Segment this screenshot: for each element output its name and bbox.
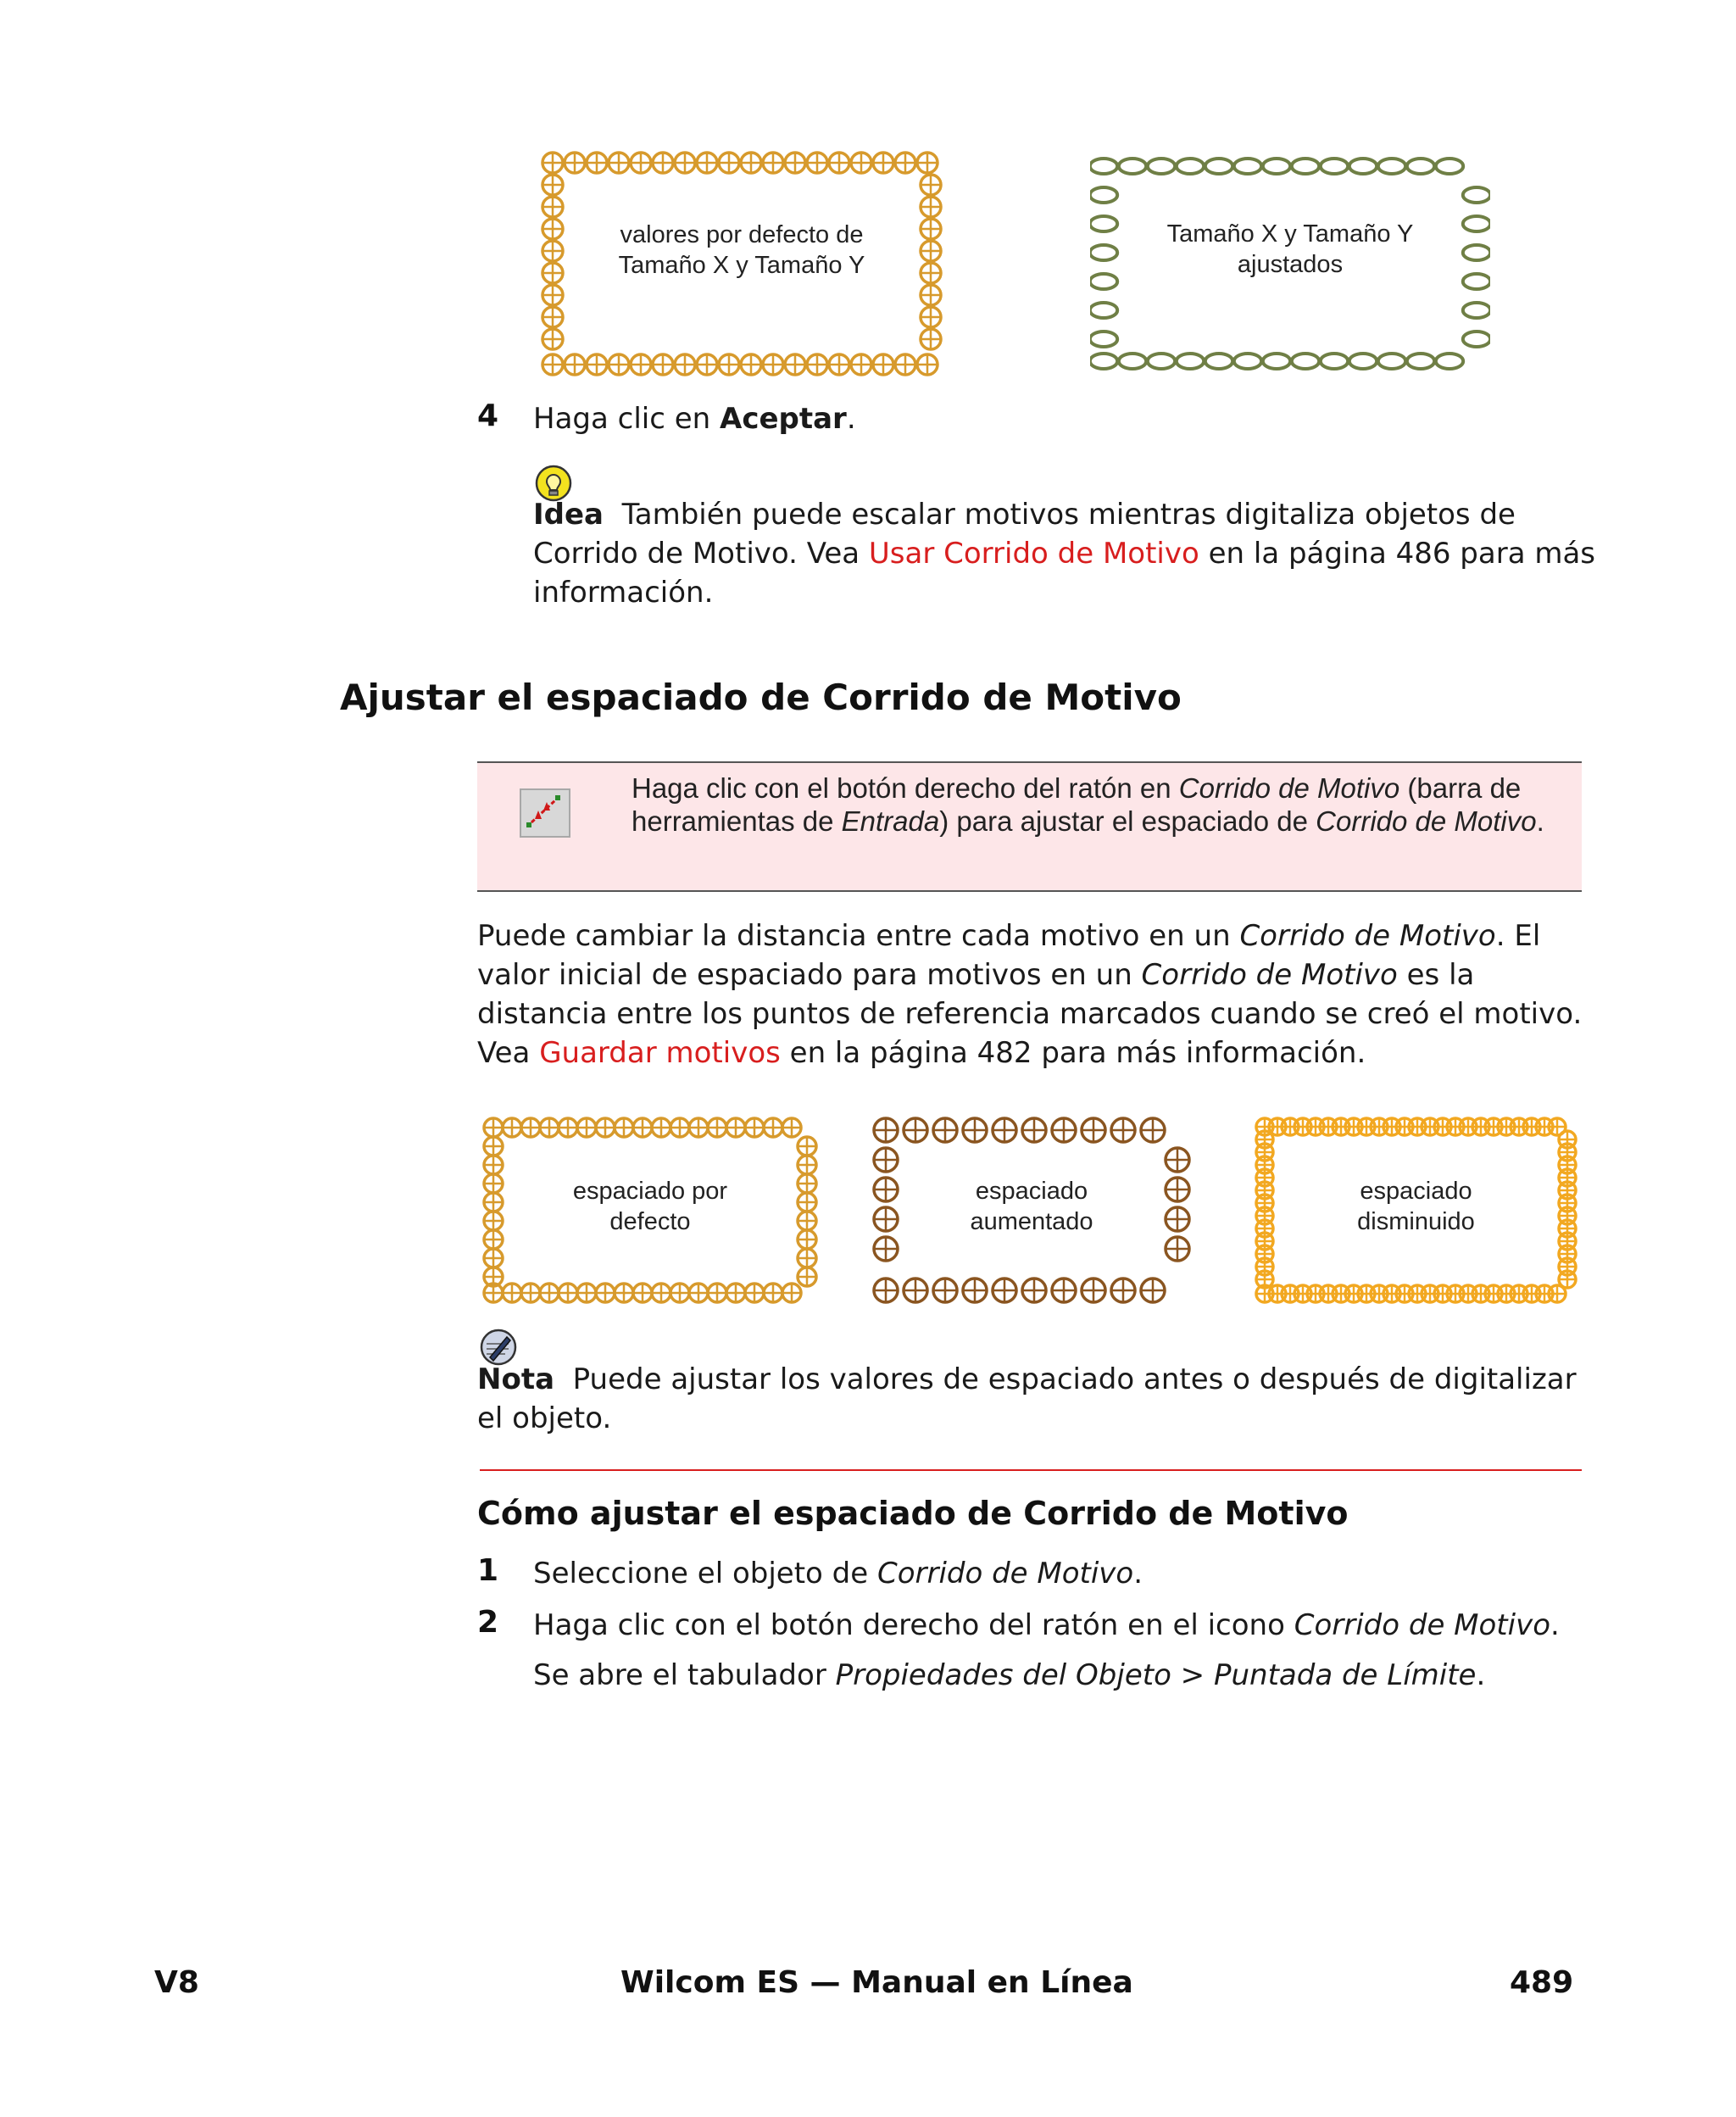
figure-caption: valores por defecto de Tamaño X y Tamaño Y	[618, 221, 865, 279]
howto-heading: Cómo ajustar el espaciado de Corrido de Motivo	[477, 1495, 1349, 1532]
step-number: 1	[477, 1553, 499, 1588]
figure-default-size	[539, 149, 944, 378]
section-divider	[480, 1469, 1582, 1471]
step-number: 2	[477, 1605, 499, 1640]
figure-caption: espaciado por defecto	[572, 1178, 728, 1235]
link-usar-corrido-de-motivo[interactable]: Usar Corrido de Motivo	[868, 537, 1199, 571]
footer-version: V8	[154, 1965, 199, 2000]
figure-adjusted-size	[1090, 153, 1490, 375]
figure-caption: espaciado disminuido	[1357, 1178, 1475, 1235]
step-1-text: Seleccione el objeto de Corrido de Motivo.	[533, 1557, 1143, 1591]
section-heading: Ajustar el espaciado de Corrido de Motivo	[340, 677, 1182, 718]
callout-text: Haga clic con el botón derecho del ratón en Corrido de Motivo (barra de herramientas de Entrada) para ajustar el espaciado de Corrido de Motivo.	[632, 772, 1544, 837]
step-2-result: Se abre el tabulador Propiedades del Objeto > Puntada de Límite.	[533, 1658, 1486, 1692]
footer-title: Wilcom ES — Manual en Línea	[620, 1965, 1133, 2000]
note-paragraph: Nota Puede ajustar los valores de espaciado antes o después de digitalizar el objeto.	[477, 1362, 1577, 1435]
step-4-text: Haga clic en Aceptar.	[533, 402, 856, 436]
figure-decreased-spacing	[1253, 1115, 1579, 1306]
figure-default-spacing	[481, 1115, 820, 1306]
footer-page-number: 489	[1510, 1965, 1574, 2000]
step-2-text: Haga clic con el botón derecho del ratón en el icono Corrido de Motivo.	[533, 1608, 1560, 1642]
figure-caption: Tamaño X y Tamaño Y ajustados	[1166, 220, 1414, 278]
link-guardar-motivos[interactable]: Guardar motivos	[539, 1036, 781, 1070]
step-number: 4	[477, 398, 499, 433]
toolbar-callout	[477, 761, 1582, 892]
motif-run-tool-icon	[520, 788, 570, 838]
figure-increased-spacing	[871, 1115, 1193, 1306]
spacing-paragraph: Puede cambiar la distancia entre cada motivo en un Corrido de Motivo. El valor inicial de espaciado para motivos en un Corrido de Motivo es la distancia entre los puntos de referencia marcados cuando se creó el motivo. Vea Guardar motivos en la página 482 para más información.	[477, 919, 1583, 1070]
idea-paragraph: Idea También puede escalar motivos mientras digitaliza objetos de Corrido de Motivo. Vea Usar Corrido de Motivo en la página 486 para más información.	[533, 498, 1596, 610]
figure-caption: espaciado aumentado	[970, 1178, 1093, 1235]
